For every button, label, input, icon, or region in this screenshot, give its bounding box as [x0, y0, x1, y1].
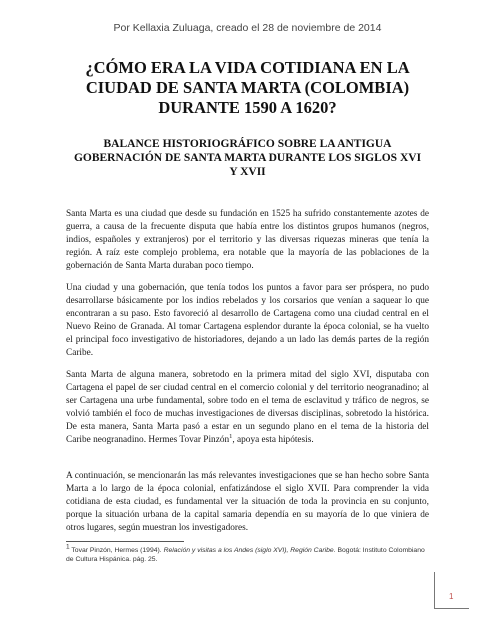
paragraph-research-overview: A continuación, se mencionarán las más relevantes investigaciones que se han hecho sobre Santa Marta a lo largo de la época colonial, enfatizándose el siglo XVII. Para comprender la vida cotidiana de esta ciudad, es fundamental ver la situación de toda la provincia en su conjunto, porque la situación urbana de la capital samaria dependía en su mayoría de lo que viniera de otros lugares, según muestran los investigadores. [66, 471, 429, 534]
main-title [60, 58, 435, 118]
footnote-author: Tovar Pinzón, Hermes (1994). [69, 547, 164, 554]
footnote-reference[interactable]: 1 [229, 433, 233, 441]
main-title-line: DURANTE 1590 A 1620? [158, 98, 337, 117]
subtitle [62, 137, 433, 179]
main-title-line: CIUDAD DE SANTA MARTA (COLOMBIA) [85, 78, 410, 97]
author-byline: Por Kellaxia Zuluaga, creado el 28 de noviembre de 2014 [113, 22, 382, 34]
subtitle-line: BALANCE HISTORIOGRÁFICO SOBRE LA ANTIGUA [103, 138, 392, 150]
paragraph-cartagena: Una ciudad y una gobernación, que tenía todos los puntos a favor para ser próspera, no pudo desarrollarse básicamente por los indios rebelados y los corsarios que venían a saquear lo que encontraran a su paso. Esto favoreció al desarrollo de Cartagena como una ciudad central en el Nuevo Reino de Granada. Al tomar Cartagena esplendor durante la época colonial, se ha vuelto el principal foco investigativo de historiadores, dejando a un lado las demás partes de la región Caribe. [66, 283, 429, 359]
paragraph-hypothesis [66, 369, 429, 448]
paragraph-text: , apoya esta hipótesis. [232, 435, 314, 446]
subtitle-line: GOBERNACIÓN DE SANTA MARTA DURANTE LOS SIGLOS XVI [73, 152, 422, 164]
footnote-separator [66, 541, 184, 542]
subtitle-line: Y XVII [229, 166, 266, 178]
footnote-work-title: Relación y visitas a los Andes (siglo XVI), Región Caribe [163, 547, 334, 554]
main-title-line: ¿CÓMO ERA LA VIDA COTIDIANA EN LA [85, 58, 410, 77]
paragraph-introduction: Santa Marta es una ciudad que desde su fundación en 1525 ha sufrido constantemente azotes de guerra, a causa de la frecuente disputa que había entre los distintos grupos humanos (negros, indios, españoles y extranjeros) por el territorio y las diversas riquezas mineras que tenía la región. A raíz este complejo problema, era notable que la mayoría de las poblaciones de la gobernación de Santa Marta duraban poco tiempo. [66, 209, 429, 272]
footnote-publication: . Bogotá: Instituto Colombiano de Cultura Hispánica. pág. 25. [66, 547, 425, 563]
page-number-frame [434, 572, 469, 609]
paragraph-text: Santa Marta de alguna manera, sobretodo en la primera mitad del siglo XVI, disputaba con Cartagena el papel de ser ciudad central en el comercio colonial y del territorio neogranadino; al ser Cartagena una urbe fundamental, sobre todo en el tema de esclavitud y tráfico de negros, se volvió también el foco de muchas investigaciones de diversas disciplinas, sobretodo la histórica. De esta manera, Santa Marta pasó a estar en un segundo plano en el tema de la historia del Caribe neogranadino. Hermes Tovar Pinzón [66, 370, 429, 446]
page-number: 1 [449, 592, 454, 601]
footnote [66, 543, 429, 564]
footnote-mark: 1 [66, 543, 70, 551]
